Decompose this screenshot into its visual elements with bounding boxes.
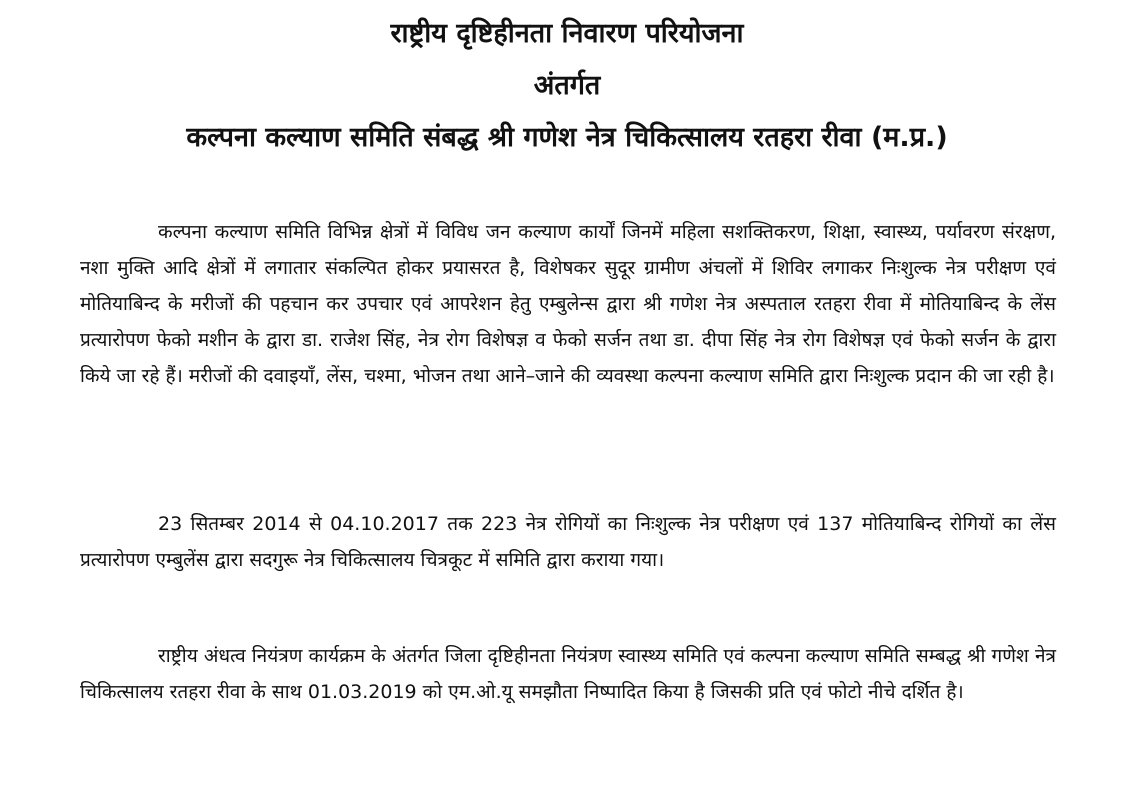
paragraph-mou-agreement: राष्ट्रीय अंधत्व नियंत्रण कार्यक्रम के अंतर्गत जिला दृष्टिहीनता नियंत्रण स्वास्थ्य समिति एवं कल्पना कल्याण समिति सम्बद्ध श्री गणेश नेत्र चिकित्सालय रतहरा रीवा के साथ 01.03.2019 को एम.ओ.यू समझौता निष्पादित किया है जिसकी प्रति एवं फोटो नीचे दर्शित है।: [80, 645, 1056, 703]
paragraph-samiti-activities: कल्पना कल्याण समिति विभिन्न क्षेत्रों में विविध जन कल्याण कार्यों जिनमें महिला सशक्तिकरण, शिक्षा, स्वास्थ्य, पर्यावरण संरक्षण, नशा मुक्ति आदि क्षेत्रों में लगातार संकल्पित होकर प्रयासरत है, विशेषकर सुदूर ग्रामीण अंचलों में शिविर लगाकर निःशुल्क नेत्र परीक्षण एवं मोतियाबिन्द के मरीजों की पहचान कर उपचार एवं आपरेशन हेतु एम्बुलेन्स द्वारा श्री गणेश नेत्र अस्पताल रतहरा रीवा में मोतियाबिन्द के लेंस प्रत्यारोपण फेको मशीन के द्वारा डा. राजेश सिंह, नेत्र रोग विशेषज्ञ व फेको सर्जन तथा डा. दीपा सिंह नेत्र रोग विशेषज्ञ एवं फेको सर्जन के द्वारा किये जा रहे हैं। मरीजों की दवाइयाँ, लेंस, चश्मा, भोजन तथा आने–जाने की व्यवस्था कल्पना कल्याण समिति द्वारा निःशुल्क प्रदान की जा रही है।: [80, 221, 1056, 387]
paragraph-patient-statistics: 23 सितम्बर 2014 से 04.10.2017 तक 223 नेत्र रोगियों का निःशुल्क नेत्र परीक्षण एवं 137 मोतियाबिन्द रोगियों का लेंस प्रत्यारोपण एम्बुलेंस द्वारा सदगुरू नेत्र चिकित्सालय चित्रकूट में समिति द्वारा कराया गया।: [80, 513, 1056, 571]
document-title-line-2: अंतर्गत: [533, 70, 601, 101]
document-title-line-3: कल्पना कल्याण समिति संबद्ध श्री गणेश नेत्र चिकित्सालय रतहरा रीवा (म.प्र.): [186, 122, 948, 153]
document-title-line-1: राष्ट्रीय दृष्टिहीनता निवारण परियोजना: [390, 18, 744, 49]
